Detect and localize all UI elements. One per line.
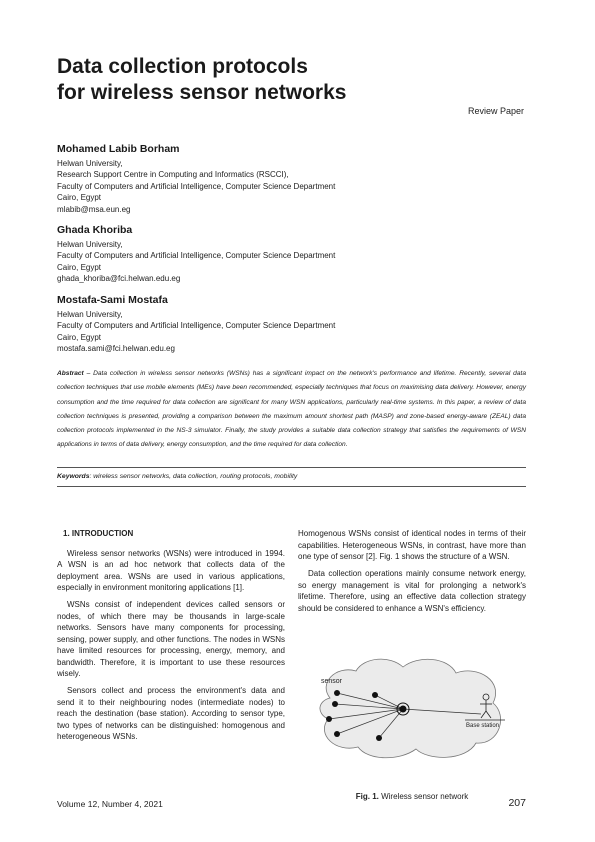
author-name: Mostafa-Sami Mostafa [57, 294, 168, 306]
affiliation-line: Cairo, Egypt [57, 332, 102, 342]
sensor-node [332, 701, 338, 707]
abstract [57, 367, 526, 453]
affiliation-line: Helwan University, [57, 310, 123, 319]
affiliation-line: Cairo, Egypt [57, 262, 102, 272]
keywords-bottom-rule [57, 486, 526, 487]
keywords-label: Keywords [57, 473, 90, 480]
affiliation-line: Research Support Centre in Computing and Informatics (RSCCI), [57, 170, 289, 180]
keywords-top-rule [57, 467, 526, 468]
wsn-figure [308, 653, 523, 761]
affiliation-line: Faculty of Computers and Artificial Intelligence, Computer Science Department [57, 321, 336, 331]
affiliation-line: Faculty of Computers and Artificial Intelligence, Computer Science Department [57, 251, 336, 261]
author-email[interactable]: ghada_khoriba@fci.helwan.edu.eg [57, 274, 181, 284]
sensor-node [334, 731, 340, 737]
title-line-2: for wireless sensor networks [57, 81, 347, 104]
affiliation-line: Helwan University, [57, 159, 123, 168]
sensor-node [334, 690, 340, 696]
body-paragraph: Data collection operations mainly consume network energy, so energy management is vital for prolonging a network's lifetime. Therefore, using an effective data collection strategy should be considered to enhance a WSN's efficiency. [298, 569, 526, 613]
keywords [57, 473, 297, 480]
section-heading: 1. INTRODUCTION [63, 529, 134, 538]
sensor-node [372, 692, 378, 698]
affiliation-line: Faculty of Computers and Artificial Intelligence, Computer Science Department [57, 181, 336, 191]
sensor-node [326, 716, 332, 722]
network-cloud [320, 659, 501, 758]
body-paragraph: Homogenous WSNs consist of identical nodes in terms of their capabilities. Heterogeneous WSNs, in contrast, have more than one type of sensor [2]. Fig. 1 shows the structure of a WSN. [298, 529, 526, 561]
author-name: Mohamed Labib Borham [57, 143, 180, 155]
author-block-1 [57, 143, 527, 215]
right-column [298, 528, 526, 620]
left-column [57, 528, 285, 748]
affiliation-line: Helwan University, [57, 240, 123, 249]
affiliation-line: Cairo, Egypt [57, 193, 102, 203]
sensor-node [376, 735, 382, 741]
keywords-text: : wireless sensor networks, data collection, routing protocols, mobility [89, 473, 298, 480]
sensor-label: sensor [321, 678, 343, 685]
author-email[interactable]: mlabib@msa.eun.eg [57, 204, 131, 214]
abstract-label: Abstract [57, 370, 84, 377]
footer-volume: Volume 12, Number 4, 2021 [57, 799, 163, 809]
author-email[interactable]: mostafa.sami@fci.helwan.edu.eg [57, 344, 175, 354]
author-name: Ghada Khoriba [57, 224, 133, 236]
body-paragraph: Sensors collect and process the environment's data and send it to their neighbouring nodes (intermediate nodes) to reach the destination (base station). According to sensor type, two types of networks can be distinguished: homogenous and heterogeneous WSNs. [57, 686, 285, 741]
figure-caption [298, 792, 526, 801]
body-paragraph: WSNs consist of independent devices called sensors or nodes, of which there may be thousands in large-scale networks. Sensors have many components for processing, sensing, power supply, and other functions. The nodes in WSNs have limited resources for processing, energy, memory, and bandwidth. Therefore, it is important to use these resources wisely. [57, 600, 285, 678]
title-line-1: Data collection protocols [57, 55, 308, 78]
abstract-text: – Data collection in wireless sensor networks (WSNs) has a significant impact on the network's performance and lifetime. Recently, several data collection techniques that use mobile elements (MEs) have been recommended, especially techniques that focus on maximising data delivery. However, energy consumption and the time required for data collection are significant for many WSN applications, particularly real-time systems. In this paper, a review of data collection techniques is presented, providing a comparison between the maximum amount shortest path (MASP) and zone-based energy-aware (ZEAL) data collection protocols implemented in the NS-3 simulator. Finally, the study provides a suitable data collection strategy that satisfies the requirements of WSN applications in terms of data delivery, energy consumption, and the time required for data collection. [57, 370, 526, 449]
caption-text: Wireless sensor network [378, 792, 469, 801]
author-block-2 [57, 224, 527, 285]
author-block-3 [57, 294, 527, 355]
base-station-label: Base station [466, 723, 500, 729]
body-paragraph: Wireless sensor networks (WSNs) were introduced in 1994. A WSN is an ad hoc network that collects data of the deployment area. WSNs are used in various applications, especially in environment monitoring applications [1]. [57, 548, 285, 592]
page-number: 207 [508, 797, 526, 809]
caption-label: Fig. 1. [355, 792, 379, 801]
paper-type: Review Paper [467, 106, 524, 116]
paper-title [57, 54, 477, 106]
